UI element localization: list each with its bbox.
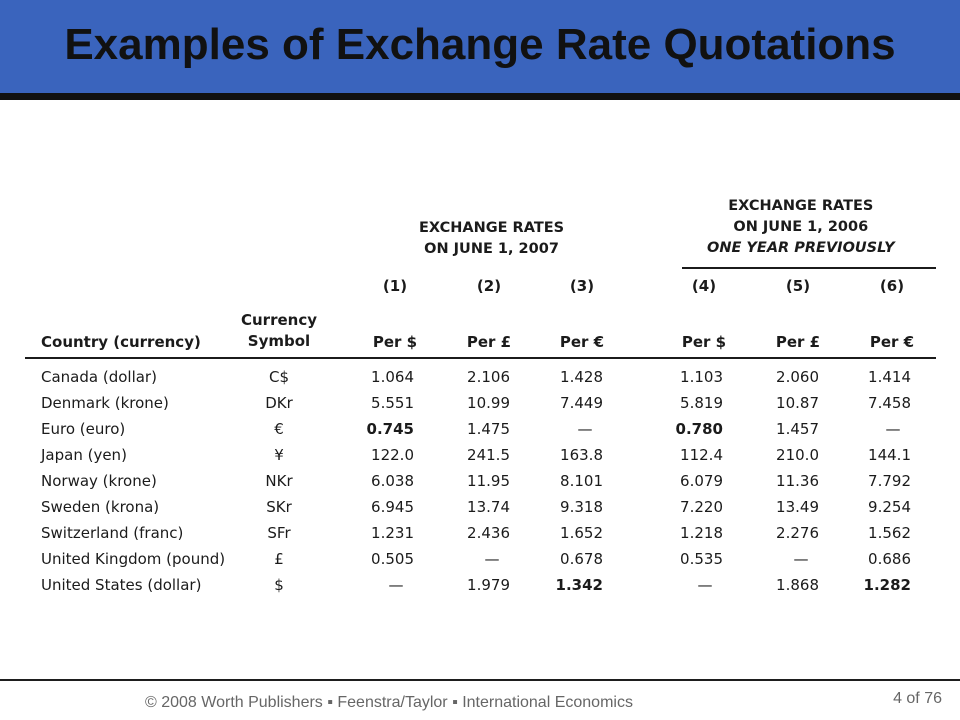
rate-cell-2007-per-euro: — — [577, 420, 593, 438]
symbol-cell: SKr — [266, 498, 292, 516]
rate-cell-2007-per-dollar: 1.231 — [371, 524, 414, 542]
symbol-cell: £ — [274, 550, 284, 568]
rate-cell-2006-per-pound: 210.0 — [776, 446, 819, 464]
footer-rule — [0, 679, 960, 681]
rate-cell-2007-per-pound: 2.436 — [467, 524, 510, 542]
rate-cell-2007-per-dollar: — — [388, 576, 404, 594]
header-symbol-line2: Symbol — [247, 332, 311, 350]
page-number: 4 of 76 — [893, 690, 942, 707]
country-cell: United Kingdom (pound) — [41, 550, 226, 568]
country-cell: Denmark (krone) — [41, 394, 169, 412]
rate-cell-2007-per-euro: 1.428 — [560, 368, 603, 386]
rate-cell-2006-per-pound: 1.868 — [776, 576, 819, 594]
rate-cell-2007-per-dollar: 122.0 — [371, 446, 414, 464]
group-2006-line1: EXCHANGE RATES — [728, 198, 874, 214]
symbol-cell: SFr — [267, 524, 291, 542]
country-cell: Switzerland (franc) — [41, 524, 184, 542]
group-header-2006 — [707, 196, 895, 259]
rate-cell-2006-per-pound: 10.87 — [776, 394, 819, 412]
country-cell: Euro (euro) — [41, 420, 126, 438]
rate-cell-2007-per-pound: 10.99 — [467, 394, 510, 412]
rate-cell-2007-per-pound: 2.106 — [467, 368, 510, 386]
symbol-cell: $ — [274, 576, 284, 594]
exchange-rate-table — [25, 185, 936, 605]
rate-cell-2007-per-pound: 13.74 — [467, 498, 510, 516]
rate-cell-2006-per-euro: — — [885, 420, 901, 438]
header-unit-1: Per $ — [372, 333, 418, 351]
country-cell: United States (dollar) — [41, 576, 202, 594]
rate-cell-2007-per-pound: — — [484, 550, 500, 568]
symbol-cell: € — [274, 420, 284, 438]
title-bar — [0, 0, 960, 100]
header-country: Country (currency) — [41, 333, 201, 351]
col-number-5: (5) — [785, 277, 811, 295]
header-unit-2: Per £ — [466, 333, 512, 351]
group-2006-rule — [682, 267, 936, 269]
rate-cell-2007-per-euro: 163.8 — [560, 446, 603, 464]
rate-cell-2007-per-dollar: 5.551 — [371, 394, 414, 412]
symbol-cell: C$ — [268, 368, 290, 386]
group-header-2007 — [419, 218, 564, 260]
col-number-4: (4) — [691, 277, 717, 295]
slide-title: Examples of Exchange Rate Quotations — [64, 20, 896, 69]
symbol-cell: NKr — [265, 472, 293, 490]
rate-cell-2007-per-dollar: 0.745 — [366, 420, 414, 438]
rate-cell-2007-per-dollar: 1.064 — [371, 368, 414, 386]
header-symbol-line1: Currency — [240, 311, 318, 329]
rate-cell-2007-per-pound: 11.95 — [467, 472, 510, 490]
rate-cell-2007-per-pound: 1.979 — [467, 576, 510, 594]
header-unit-3: Per € — [559, 333, 605, 351]
rate-cell-2007-per-euro: 8.101 — [560, 472, 603, 490]
header-unit-6: Per € — [869, 333, 915, 351]
rate-cell-2006-per-pound: 2.276 — [776, 524, 819, 542]
rate-cell-2006-per-pound: 11.36 — [776, 472, 819, 490]
rate-cell-2007-per-euro: 7.449 — [560, 394, 603, 412]
rate-cell-2006-per-dollar: 6.079 — [680, 472, 723, 490]
group-2006-line3: ONE YEAR PREVIOUSLY — [707, 240, 895, 256]
header-rule — [25, 357, 936, 359]
rate-cell-2006-per-dollar: 0.535 — [680, 550, 723, 568]
rate-cell-2007-per-dollar: 0.505 — [371, 550, 414, 568]
col-number-6: (6) — [879, 277, 905, 295]
rate-cell-2006-per-euro: 1.562 — [868, 524, 911, 542]
rate-cell-2006-per-dollar: 0.780 — [675, 420, 723, 438]
rate-cell-2006-per-dollar: 7.220 — [680, 498, 723, 516]
country-cell: Canada (dollar) — [41, 368, 157, 386]
group-2006-line2: ON JUNE 1, 2006 — [733, 219, 869, 235]
rate-cell-2007-per-euro: 1.342 — [555, 576, 603, 594]
rate-cell-2006-per-euro: 0.686 — [868, 550, 911, 568]
rate-cell-2007-per-euro: 1.652 — [560, 524, 603, 542]
group-2007-line1: EXCHANGE RATES — [419, 220, 565, 236]
rate-cell-2007-per-pound: 241.5 — [467, 446, 510, 464]
rate-cell-2007-per-euro: 9.318 — [560, 498, 603, 516]
symbol-cell: ¥ — [274, 446, 284, 464]
rate-cell-2006-per-dollar: 5.819 — [680, 394, 723, 412]
group-2007-line2: ON JUNE 1, 2007 — [424, 241, 559, 257]
col-number-1: (1) — [382, 277, 408, 295]
rate-cell-2006-per-pound: 13.49 — [776, 498, 819, 516]
rate-cell-2006-per-euro: 7.458 — [868, 394, 911, 412]
rate-cell-2007-per-pound: 1.475 — [467, 420, 510, 438]
rate-cell-2006-per-euro: 7.792 — [868, 472, 911, 490]
rate-cell-2006-per-pound: 1.457 — [776, 420, 819, 438]
header-unit-4: Per $ — [681, 333, 727, 351]
col-number-2: (2) — [476, 277, 502, 295]
rate-cell-2006-per-dollar: 1.103 — [680, 368, 723, 386]
country-cell: Norway (krone) — [41, 472, 157, 490]
rate-cell-2007-per-euro: 0.678 — [560, 550, 603, 568]
rate-cell-2006-per-pound: — — [793, 550, 809, 568]
country-cell: Japan (yen) — [41, 446, 127, 464]
rate-cell-2006-per-euro: 1.282 — [863, 576, 911, 594]
rate-cell-2006-per-euro: 9.254 — [868, 498, 911, 516]
col-number-3: (3) — [569, 277, 595, 295]
footer-credit: © 2008 Worth Publishers ▪ Feenstra/Taylor ▪ International Economics — [145, 694, 633, 711]
rate-cell-2006-per-dollar: — — [697, 576, 713, 594]
rate-cell-2007-per-dollar: 6.945 — [371, 498, 414, 516]
rate-cell-2006-per-euro: 144.1 — [868, 446, 911, 464]
rate-cell-2006-per-dollar: 1.218 — [680, 524, 723, 542]
rate-cell-2006-per-dollar: 112.4 — [680, 446, 723, 464]
symbol-cell: DKr — [265, 394, 293, 412]
rate-cell-2007-per-dollar: 6.038 — [371, 472, 414, 490]
header-unit-5: Per £ — [775, 333, 821, 351]
rate-cell-2006-per-euro: 1.414 — [868, 368, 911, 386]
country-cell: Sweden (krona) — [41, 498, 160, 516]
rate-cell-2006-per-pound: 2.060 — [776, 368, 819, 386]
